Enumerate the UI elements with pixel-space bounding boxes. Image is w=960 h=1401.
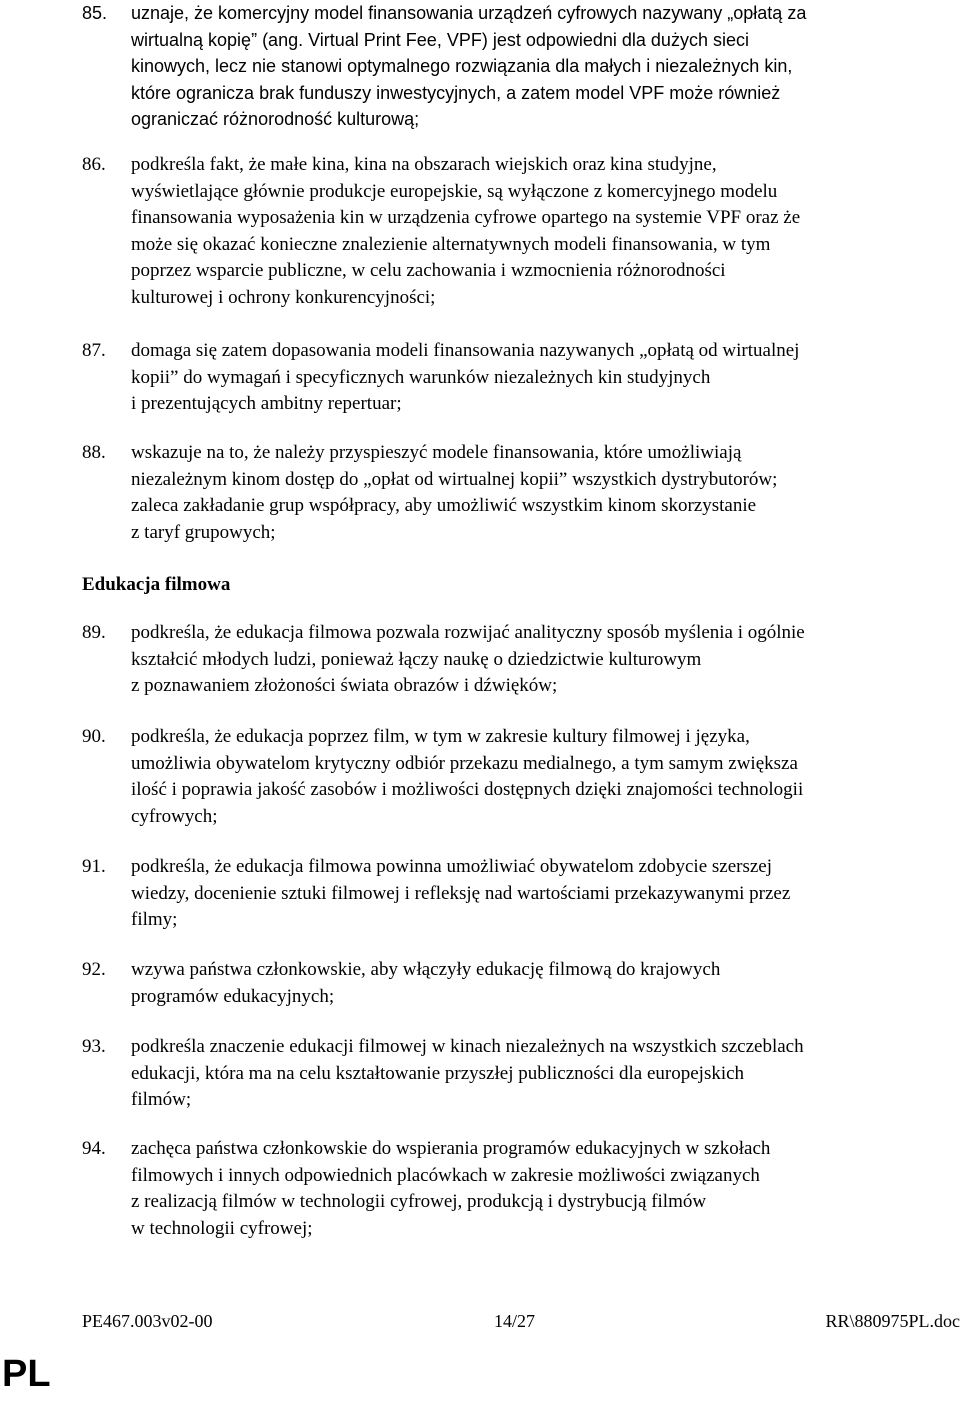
paragraph-number: 90. [82,726,106,747]
paragraph-number: 86. [82,154,106,175]
paragraph-92 [82,957,960,1010]
paragraph-94 [82,1136,960,1242]
paragraph-text: podkreśla, że edukacja filmowa pozwala rozwijać analityczny sposób myślenia i ogólnie kształcić młodych ludzi, ponieważ łączy naukę o dziedzictwie kulturowym z poznawaniem złożoności świata obrazów i dźwięków; [131,622,805,697]
paragraph-text: zachęca państwa członkowskie do wspierania programów edukacyjnych w szkołach filmowych i innych odpowiednich placówkach w zakresie możliwości związanych z realizacją filmów w technologii cyfrowej, produkcją i dystrybucją filmów w technologii cyfrowej; [131,1138,771,1239]
footer-file-name: RR\880975PL.doc [825,1311,960,1331]
paragraph-text: podkreśla, że edukacja filmowa powinna umożliwiać obywatelom zdobycie szerszej wiedzy, docenienie sztuki filmowej i refleksję nad wartościami przekazywanymi przez filmy; [131,856,791,931]
paragraph-number: 94. [82,1138,106,1159]
paragraph-88 [82,440,960,546]
paragraph-number: 92. [82,959,106,980]
paragraph-number: 87. [82,340,106,361]
paragraph-text: wzywa państwa członkowskie, aby włączyły edukację filmową do krajowych programów edukacyjnych; [131,959,721,1007]
paragraph-text: podkreśla znaczenie edukacji filmowej w kinach niezależnych na wszystkich szczeblach edukacji, która ma na celu kształtowanie przyszłej publiczności dla europejskich filmów; [131,1036,804,1111]
paragraph-number: 85. [82,3,108,23]
paragraph-85 [82,0,960,133]
paragraph-number: 89. [82,622,106,643]
paragraph-text: domaga się zatem dopasowania modeli finansowania nazywanych „opłatą od wirtualnej kopii” do wymagań i specyficznych warunków niezależnych kin studyjnych i prezentujących ambitny repertuar; [131,340,800,415]
paragraph-text: wskazuje na to, że należy przyspieszyć modele finansowania, które umożliwiają niezależnym kinom dostęp do „opłat od wirtualnej kopii” wszystkich dystrybutorów; zaleca zakładanie grup współpracy, aby umożliwić wszystkim kinom skorzystanie z taryf grupowych; [131,442,778,543]
paragraph-87 [82,338,960,418]
paragraph-text: uznaje, że komercyjny model finansowania urządzeń cyfrowych nazywany „opłatą za wirtualną kopię” (ang. Virtual Print Fee, VPF) jest odpowiedni dla dużych sieci kinowych, lecz nie stanowi optymalnego rozwiązania dla małych i niezależnych kin, które ogranicza brak funduszy inwestycyjnych, a zatem model VPF może również ograniczać różnorodność kulturową; [131,3,807,130]
paragraph-number: 88. [82,442,106,463]
paragraph-text: podkreśla, że edukacja poprzez film, w tym w zakresie kultury filmowej i języka, umożliwia obywatelom krytyczny odbiór przekazu medialnego, a tym samym zwiększa ilość i poprawia jakość zasobów i możliwości dostępnych dzięki znajomości technologii cyfrowych; [131,726,804,827]
footer-document-reference: PE467.003v02-00 [82,1311,213,1331]
footer-page-number: 14/27 [494,1311,536,1331]
paragraph-91 [82,854,960,934]
paragraph-86 [82,152,960,312]
paragraph-text: podkreśla fakt, że małe kina, kina na obszarach wiejskich oraz kina studyjne, wyświetlające głównie produkcje europejskie, są wyłączone z komercyjnego modelu finansowania wyposażenia kin w urządzenia cyfrowe opartego na systemie VPF oraz że może się okazać konieczne znalezienie alternatywnych modeli finansowania, w tym poprzez wsparcie publiczne, w celu zachowania i wzmocnienia różnorodności kulturowej i ochrony konkurencyjności; [131,154,801,308]
section-heading: Edukacja filmowa [82,574,231,595]
paragraph-number: 93. [82,1036,106,1057]
paragraph-90 [82,724,960,830]
paragraph-89 [82,620,960,700]
paragraph-number: 91. [82,856,106,877]
language-code: PL [2,1353,51,1395]
paragraph-93 [82,1034,960,1114]
